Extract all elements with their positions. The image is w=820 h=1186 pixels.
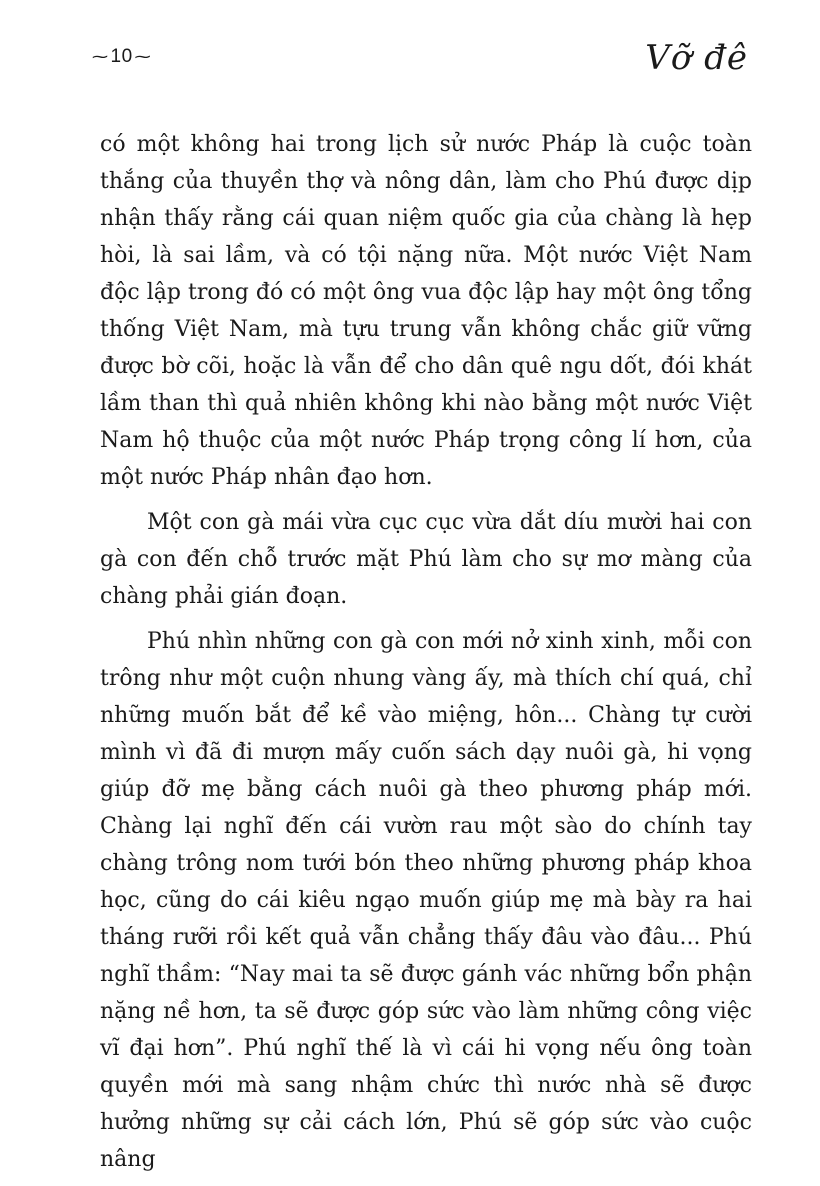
ornament-left-icon: ⁓ (92, 49, 109, 66)
paragraph: có một không hai trong lịch sử nước Pháp là cuộc toàn thắng của thuyền thợ và nông dân, làm cho Phú được dịp nhận thấy rằng cái quan niệm quốc gia của chàng là hẹp hòi, là sai lầm, và có tội nặng nữa. Một nước Việt Nam độc lập trong đó có một ông vua độc lập hay một ông tổng thống Việt Nam, mà tựu trung vẫn không chắc giữ vững được bờ cõi, hoặc là vẫn để cho dân quê ngu dốt, đói khát lầm than thì quả nhiên không khi nào bằng một nước Việt Nam hộ thuộc của một nước Pháp trọng công lí hơn, của một nước Pháp nhân đạo hơn. (100, 132, 752, 490)
paragraph: Phú nhìn những con gà con mới nở xinh xinh, mỗi con trông như một cuộn nhung vàng ấy, mà thích chí quá, chỉ những muốn bắt để kề vào miệng, hôn... Chàng tự cười mình vì đã đi mượn mấy cuốn sách dạy nuôi gà, hi vọng giúp đỡ mẹ bằng cách nuôi gà theo phương pháp mới. Chàng lại nghĩ đến cái vườn rau một sào do chính tay chàng trông nom tưới bón theo những phương pháp khoa học, cũng do cái kiêu ngạo muốn giúp mẹ mà bày ra hai tháng rưỡi rồi kết quả vẫn chẳng thấy đâu vào đâu... Phú nghĩ thầm: “Nay mai ta sẽ được gánh vác những bổn phận nặng nề hơn, ta sẽ được góp sức vào làm những công việc vĩ đại hơn”. Phú nghĩ thế là vì cái hi vọng nếu ông toàn quyền mới mà sang nhậm chức thì nước nhà sẽ được hưởng những sự cải cách lớn, Phú sẽ góp sức vào cuộc nâng (100, 629, 752, 1172)
body-text (100, 126, 752, 1186)
ornament-right-icon: ⁓ (134, 49, 152, 66)
page-number-value: 10 (110, 46, 133, 67)
running-title: Vỡ đê (645, 38, 748, 78)
page-number (92, 46, 151, 68)
paragraph: Một con gà mái vừa cục cục vừa dắt díu mười hai con gà con đến chỗ trước mặt Phú làm cho sự mơ màng của chàng phải gián đoạn. (100, 510, 752, 609)
